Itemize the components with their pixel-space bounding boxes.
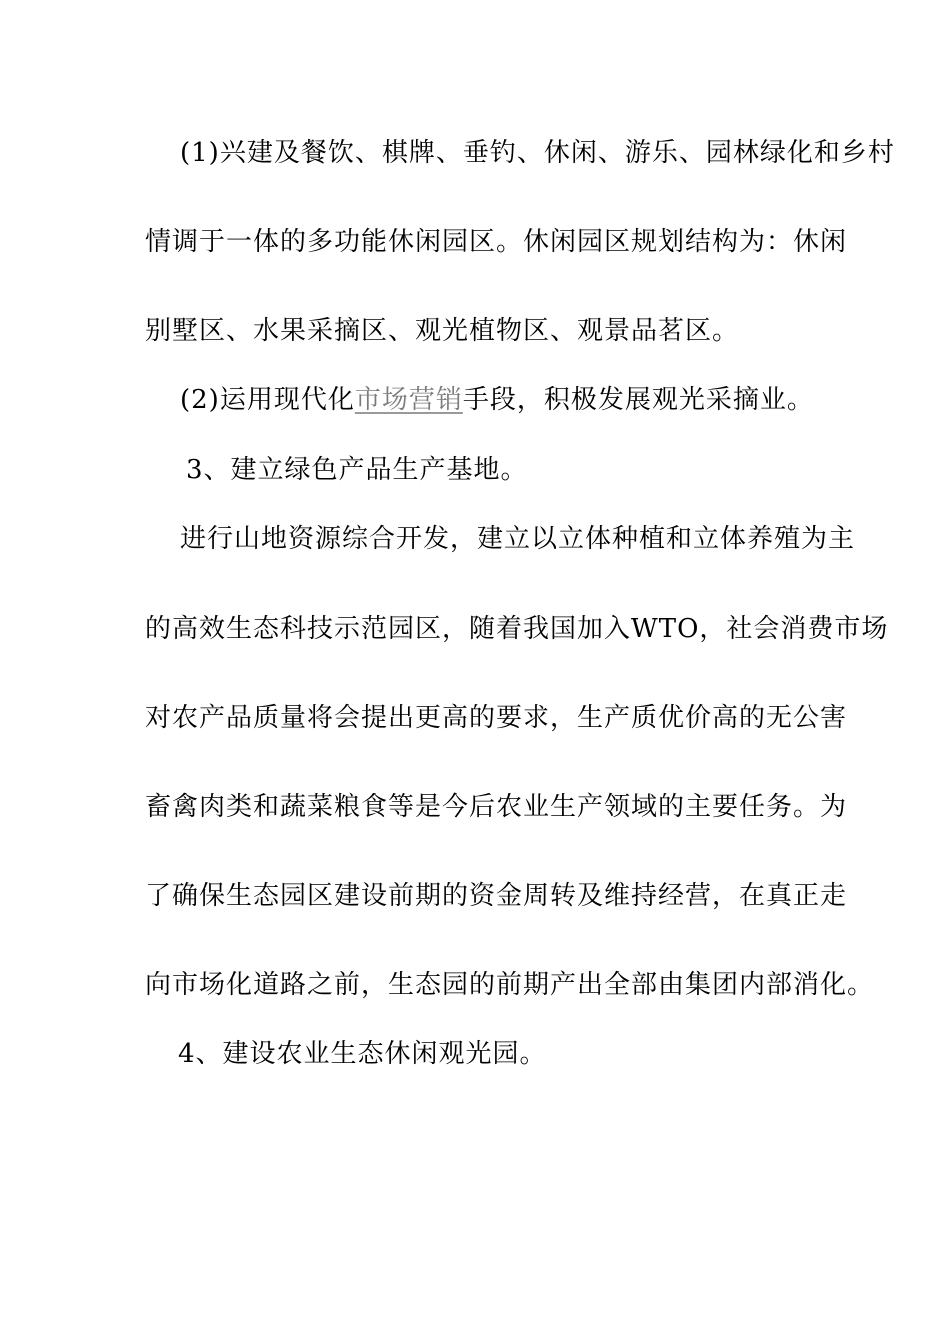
paragraph-2-prefix: (2)运用现代化 bbox=[180, 385, 355, 415]
paragraph-3-line-1: 进行山地资源综合开发，建立以立体种植和立体养殖为主 bbox=[180, 524, 856, 554]
paragraph-3-line-5: 了确保生态园区建设前期的资金周转及维持经营，在真正走 bbox=[145, 881, 848, 911]
paragraph-1-line-3: 别墅区、水果采摘区、观光植物区、观景品茗区。 bbox=[145, 316, 740, 346]
market-marketing-link[interactable]: 市场营销 bbox=[354, 385, 463, 415]
paragraph-2-suffix: 手段，积极发展观光采摘业。 bbox=[462, 385, 814, 415]
paragraph-3-line-6: 向市场化道路之前，生态园的前期产出全部由集团内部消化。 bbox=[145, 970, 875, 1000]
heading-section-4: 4、建设农业生态休闲观光园。 bbox=[178, 1039, 547, 1069]
paragraph-2 bbox=[180, 383, 814, 417]
paragraph-3-line-3: 对农产品质量将会提出更高的要求，生产质优价高的无公害 bbox=[145, 703, 848, 733]
paragraph-1-line-2: 情调于一体的多功能休闲园区。休闲园区规划结构为：休闲 bbox=[145, 227, 848, 257]
paragraph-3-line-2: 的高效生态科技示范园区，随着我国加入WTO，社会消费市场 bbox=[145, 614, 889, 644]
heading-section-3: 3、建立绿色产品生产基地。 bbox=[186, 455, 528, 485]
paragraph-3-line-4: 畜禽肉类和蔬菜粮食等是今后农业生产领域的主要任务。为 bbox=[145, 792, 848, 822]
paragraph-1-line-1: (1)兴建及餐饮、棋牌、垂钓、休闲、游乐、园林绿化和乡村 bbox=[180, 138, 895, 168]
